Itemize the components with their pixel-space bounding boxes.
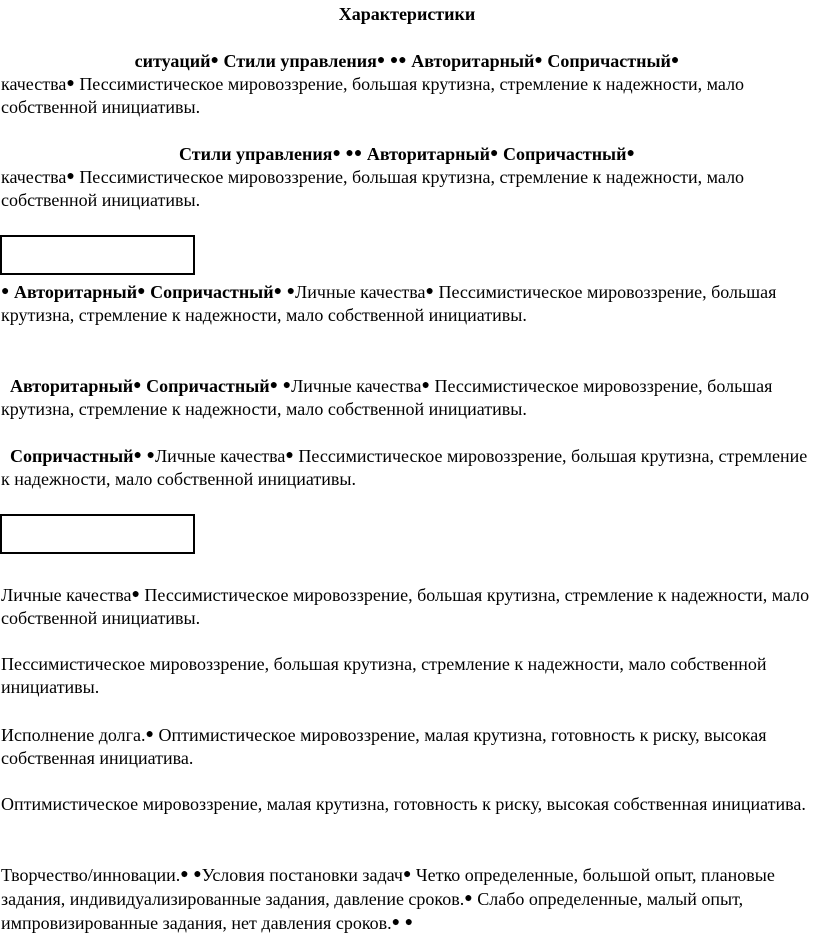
block-1-text: качества● Пессимистическое мировоззрение, большая крутизна, стремление к надежности, мало собственной инициативы. bbox=[1, 74, 745, 117]
bullet-icon: ● bbox=[626, 146, 635, 161]
block-4-text: Авторитарный● Сопричастный● ●Личные качества● Пессимистическое мировоззрение, большая крутизна, стремление к надежности, мало собственной инициативы. bbox=[1, 376, 773, 419]
bullet-icon: ● bbox=[464, 891, 473, 906]
page-title: Характеристики bbox=[338, 4, 476, 24]
bullet-icon: ● bbox=[389, 53, 399, 68]
bullet-icon: ● bbox=[66, 169, 75, 184]
bullet-icon: ● bbox=[376, 53, 386, 68]
bullet-icon: ● bbox=[180, 867, 189, 882]
bullet-icon: ● bbox=[146, 448, 155, 463]
bullet-icon: ● bbox=[269, 378, 279, 393]
bullet-icon: ● bbox=[133, 448, 142, 463]
block-1-heading: ситуаций● Стили управления● ●● Авторитарный● Сопричастный● bbox=[134, 51, 680, 71]
bullet-icon: ● bbox=[534, 53, 543, 68]
block-8-text: Исполнение долга.● Оптимистическое мировоззрение, малая крутизна, готовность к риску, высокая собственная инициатива. bbox=[1, 725, 767, 768]
bullet-icon: ● bbox=[66, 76, 75, 91]
bullet-icon: ● bbox=[193, 867, 202, 882]
bullet-icon: ● bbox=[670, 53, 680, 68]
bullet-icon: ● bbox=[286, 284, 296, 299]
block-9-text: Оптимистическое мировоззрение, малая крутизна, готовность к риску, высокая собственная инициатива. bbox=[1, 794, 806, 814]
bullet-icon: ● bbox=[285, 448, 294, 463]
bullet-icon: ● bbox=[137, 284, 146, 299]
block-5-text: Сопричастный● ●Личные качества● Пессимистическое мировоззрение, большая крутизна, стремление к надежности, мало собственной инициативы. bbox=[1, 446, 808, 489]
bullet-icon: ● bbox=[391, 915, 401, 930]
bullet-icon: ● bbox=[273, 284, 283, 299]
block-2-text: качества● Пессимистическое мировоззрение, большая крутизна, стремление к надежности, мало собственной инициативы. bbox=[1, 167, 745, 210]
bullet-icon: ● bbox=[131, 587, 140, 602]
bullet-icon: ● bbox=[133, 378, 142, 393]
bullet-icon: ● bbox=[210, 53, 219, 68]
bullet-icon: ● bbox=[353, 146, 363, 161]
bullet-icon: ● bbox=[282, 378, 292, 393]
bullet-icon: ● bbox=[398, 53, 407, 68]
bullet-icon: ● bbox=[402, 867, 412, 882]
empty-frame bbox=[0, 514, 195, 554]
bullet-icon: ● bbox=[425, 284, 434, 299]
block-10-text: Творчество/инновации.● ●Условия постановки задач● Четко определенные, большой опыт, плановые задания, индивидуализированные задания, давление сроков.● Слабо определенные, малый опыт, импровизированные задания, нет давления сроков.● ● bbox=[1, 865, 775, 933]
bullet-icon: ● bbox=[145, 727, 154, 742]
bullet-icon: ● bbox=[489, 146, 499, 161]
block-7-text: Пессимистическое мировоззрение, большая крутизна, стремление к надежности, мало собственной инициативы. bbox=[1, 654, 767, 697]
block-3-text: ● Авторитарный● Сопричастный● ●Личные качества● Пессимистическое мировоззрение, большая крутизна, стремление к надежности, мало собственной инициативы. bbox=[1, 282, 777, 325]
bullet-icon: ● bbox=[1, 284, 10, 299]
bullet-icon: ● bbox=[332, 146, 341, 161]
empty-frame bbox=[0, 235, 195, 275]
block-2-heading: Стили управления● ●● Авторитарный● Сопричастный● bbox=[179, 144, 635, 164]
block-6-text: Личные качества● Пессимистическое мировоззрение, большая крутизна, стремление к надежности, мало собственной инициативы. bbox=[1, 585, 810, 628]
bullet-icon: ● bbox=[404, 915, 414, 930]
bullet-icon: ● bbox=[421, 378, 430, 393]
bullet-icon: ● bbox=[345, 146, 354, 161]
